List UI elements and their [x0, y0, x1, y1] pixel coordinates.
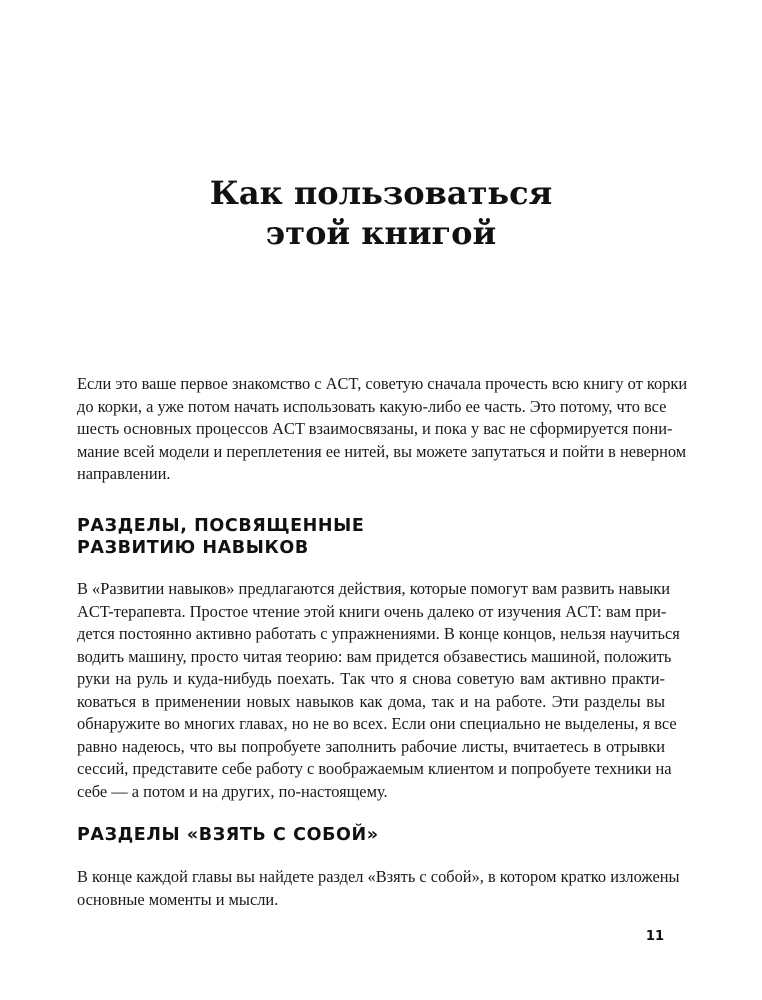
text-line: коваться в применении новых навыков как дома, так и на работе. Эти разделы вы	[77, 691, 665, 711]
text-line: мание всей модели и переплетения ее нитей, вы можете запутаться и пойти в неверном	[77, 441, 687, 461]
takeaway-paragraph	[77, 866, 680, 911]
page-number: 11	[645, 929, 664, 944]
text-line: себе — а потом и на других, по-настоящему.	[77, 781, 388, 801]
page-title-line-1: Как пользоваться	[209, 174, 553, 213]
text-line: шесть основных процессов ACT взаимосвязаны, и пока у вас не сформируется пони-	[77, 419, 673, 438]
text-line: направлении.	[77, 464, 171, 483]
skills-paragraph	[77, 578, 680, 803]
text-line: В конце каждой главы вы найдете раздел «Взять с собой», в котором кратко изложены	[77, 867, 680, 886]
page-title-line-2: этой книгой	[265, 214, 497, 253]
section-heading-line-2: РАЗВИТИЮ НАВЫКОВ	[77, 538, 309, 558]
text-line: обнаружите во многих главах, но не во всех. Если они специально не выделены, я все	[77, 714, 677, 733]
text-line: водить машину, просто читая теорию: вам придется обзавестись машиной, положить	[77, 646, 672, 666]
text-line: равно надеюсь, что вы попробуете заполнить рабочие листы, вчитаетесь в отрывки	[77, 736, 665, 756]
section-heading-line-1: РАЗДЕЛЫ, ПОСВЯЩЕННЫЕ	[77, 516, 365, 536]
text-line: сессий, представите себе работу с воображаемым клиентом и попробуете техники на	[77, 759, 672, 778]
text-line: Если это ваше первое знакомство с ACT, советую сначала прочесть всю книгу от корки	[77, 374, 688, 393]
text-line: до корки, а уже потом начать использовать какую-либо ее часть. Это потому, что все	[77, 396, 667, 416]
intro-paragraph	[77, 373, 688, 486]
text-line: В «Развитии навыков» предлагаются действия, которые помогут вам развить навыки	[77, 579, 670, 598]
section-heading-takeaway	[77, 824, 677, 846]
section-heading-line-1: РАЗДЕЛЫ «ВЗЯТЬ С СОБОЙ»	[77, 825, 379, 845]
text-line: ACT-терапевта. Простое чтение этой книги очень далеко от изучения ACT: вам при-	[77, 601, 667, 621]
text-line: дется постоянно активно работать с упражнениями. В конце концов, нельзя научиться	[77, 624, 680, 643]
text-line: руки на руль и куда-нибудь поехать. Так что я снова советую вам активно практи-	[77, 669, 665, 688]
text-line: основные моменты и мысли.	[77, 889, 279, 909]
page-title	[0, 173, 762, 253]
section-heading-skills	[77, 515, 677, 559]
